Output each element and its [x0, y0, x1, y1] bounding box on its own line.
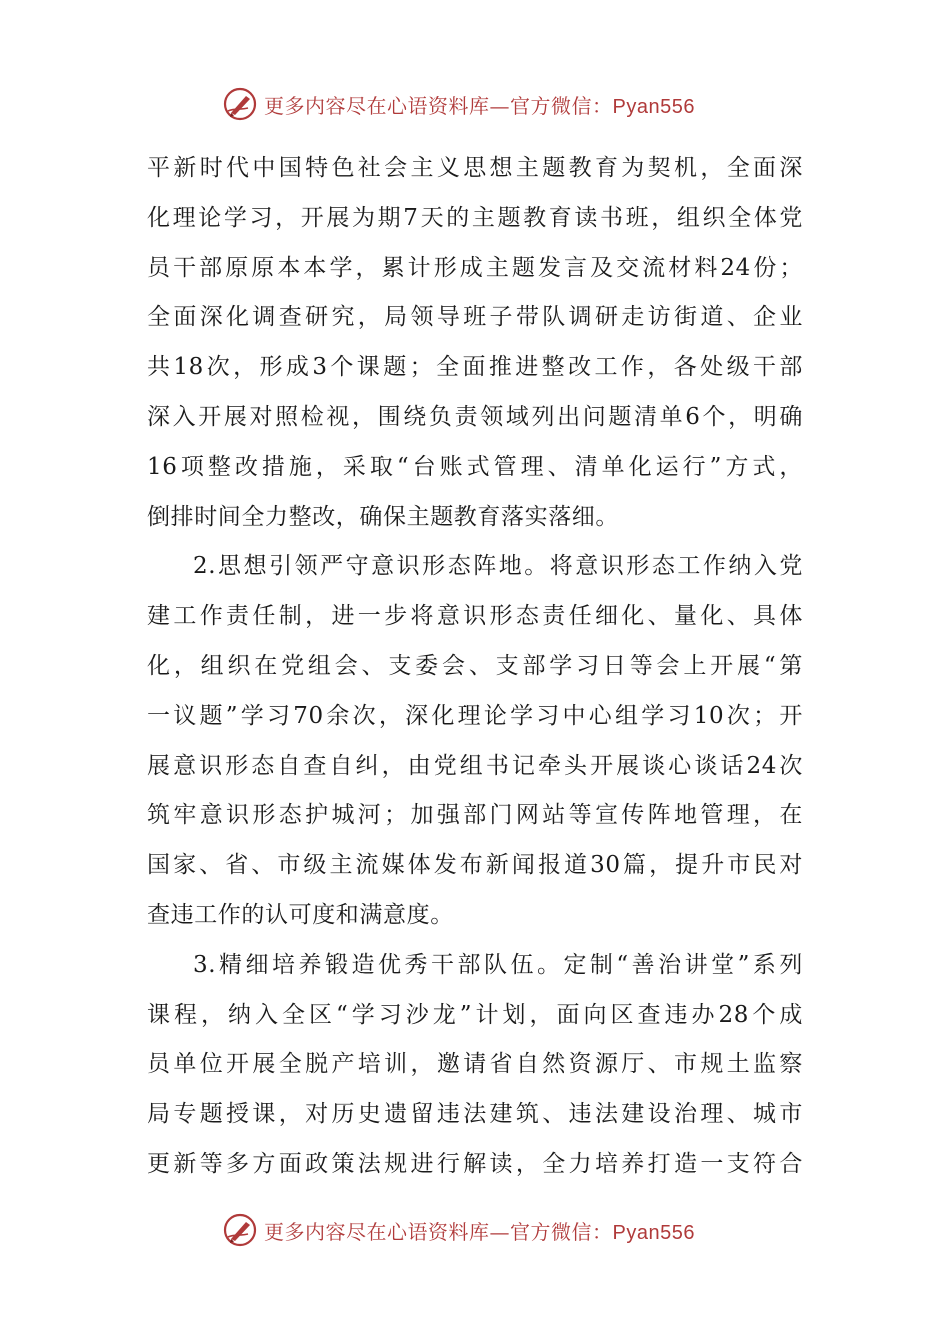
text-line: 全面深化调查研究，局领导班子带队调研走访街道、企业 [147, 304, 803, 331]
text-line: 筑牢意识形态护城河；加强部门网站等宣传阵地管理，在 [147, 802, 803, 829]
text-line: 化，组织在党组会、支委会、支部学习日等会上开展“第 [147, 652, 803, 679]
pen-seal-logo-icon [222, 86, 258, 122]
text-line: 员干部原原本本学，累计形成主题发言及交流材料24份； [147, 254, 803, 281]
text-line: 课程，纳入全区“学习沙龙”计划，面向区查违办28个成 [147, 1001, 803, 1028]
text-line: 一议题”学习70余次，深化理论学习中心组学习10次；开 [147, 702, 803, 729]
text-line: 倒排时间全力整改，确保主题教育落实落细。 [147, 503, 619, 530]
text-line: 国家、省、市级主流媒体发布新闻报道30篇，提升市民对 [147, 852, 803, 879]
text-line: 2.思想引领严守意识形态阵地。将意识形态工作纳入党 [193, 553, 803, 580]
text-line: 更新等多方面政策法规进行解读，全力培养打造一支符合 [147, 1150, 803, 1177]
text-line: 局专题授课，对历史遗留违法建筑、违法建设治理、城市 [147, 1101, 803, 1128]
watermark-wechat-id: Pyan556 [612, 1221, 695, 1244]
text-line: 16项整改措施，采取“台账式管理、清单化运行”方式， [147, 453, 803, 480]
text-line: 建工作责任制，进一步将意识形态责任细化、量化、具体 [147, 603, 803, 630]
text-line: 员单位开展全脱产培训，邀请省自然资源厅、市规土监察 [147, 1051, 803, 1078]
text-line: 查违工作的认可度和满意度。 [147, 901, 454, 928]
footer-watermark [222, 1210, 695, 1250]
header-watermark [222, 84, 695, 124]
watermark-wechat-id: Pyan556 [612, 95, 695, 118]
text-line: 平新时代中国特色社会主义思想主题教育为契机，全面深 [147, 155, 803, 181]
text-line: 3.精细培养锻造优秀干部队伍。定制“善治讲堂”系列 [193, 951, 803, 978]
text-line: 共18次，形成3个课题；全面推进整改工作，各处级干部 [147, 354, 803, 381]
text-line: 深入开展对照检视，围绕负责领域列出问题清单6个，明确 [147, 403, 803, 430]
watermark-text: 更多内容尽在心语资料库—官方微信： [264, 93, 613, 118]
pen-seal-logo-icon [222, 1212, 258, 1248]
text-line: 化理论学习，开展为期7天的主题教育读书班，组织全体党 [147, 204, 803, 231]
document-body [147, 144, 803, 1190]
watermark-text: 更多内容尽在心语资料库—官方微信： [264, 1219, 613, 1244]
text-line: 展意识形态自查自纠，由党组书记牵头开展谈心谈话24次 [147, 752, 803, 779]
